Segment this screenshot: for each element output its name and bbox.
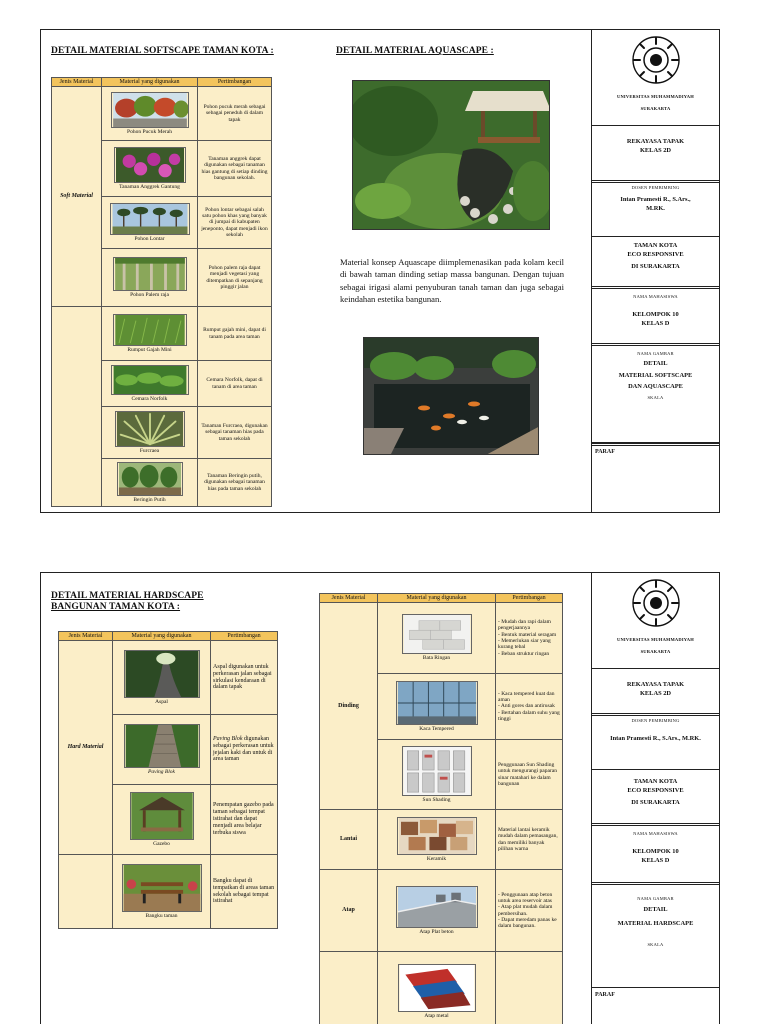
consideration-cell: - Mudah dan rapi dalam pengerjaannya - Bentuk material seragam - Memerlukan siar yang kurang tebal - Beban struktur ringan [496, 603, 563, 674]
drawing-label: NAMA GAMBAR [637, 896, 674, 901]
title-block-supervisor [592, 183, 719, 237]
consideration-cell: Penempatan gazebo pada taman sebagai tempat istirahat dan dapat menjadi area belajar terbuka siswa [211, 785, 278, 855]
paraf-label: PARAF [595, 992, 615, 998]
student-label: NAMA MAHASISWA [633, 831, 678, 836]
material-caption: Kaca Tempered [419, 725, 454, 732]
project-location: DI SURAKARTA [631, 799, 680, 807]
university-logo-icon [630, 34, 682, 86]
material-cell [378, 810, 496, 870]
sun-shading-photo-icon [402, 746, 472, 796]
title-block-project [592, 237, 719, 289]
bench-photo-icon [122, 864, 202, 912]
tempered-glass-photo-icon [396, 681, 478, 725]
consideration-cell: Pohon palem raja dapat menjadi vegetasi yang ditempatkan di sepanjang pinggir jalan [198, 249, 272, 307]
university-name: UNIVERSITAS MUHAMMADIYAH [617, 637, 694, 642]
table-header: Pertimbangan [211, 632, 278, 641]
metal-roof-photo-icon [398, 964, 476, 1012]
tree-photo-icon [111, 92, 189, 128]
university-logo-icon [630, 577, 682, 629]
category-cell: Atap [320, 870, 378, 952]
course-class: KELAS 2D [639, 689, 672, 697]
consideration-cell: Tanaman anggrek dapat digunakan sebagai tanaman hias gantung di setiap dinding bangunan sekolah. [198, 141, 272, 197]
material-cell [113, 855, 211, 929]
material-caption: Keramik [426, 855, 447, 862]
material-cell [102, 459, 198, 507]
material-caption: Cemara Norfolk [131, 395, 168, 402]
supervisor-name: Intan Pramesti R., S.Ars., [620, 196, 691, 203]
consideration-cell: Cemara Norfolk, dapat di tanam di area taman [198, 361, 272, 407]
project-subtitle: ECO RESPONSIVE [627, 786, 684, 794]
material-caption: Paving Blok [147, 768, 176, 775]
consideration-cell [496, 952, 563, 1024]
material-caption: Pohon Pucuk Merah [127, 128, 172, 135]
category-cell: Hard Material [59, 641, 113, 855]
category-cell-empty [320, 952, 378, 1024]
material-caption: Pohon Palem raja [130, 291, 169, 298]
consideration-cell: Tanaman Beringin putih, digunakan sebagai tanaman hias pada taman sekolah [198, 459, 272, 507]
title-block-university [592, 30, 719, 126]
student-label: NAMA MAHASISWA [633, 294, 678, 299]
material-cell [102, 307, 198, 361]
table-header: Pertimbangan [198, 78, 272, 87]
material-caption: Pohon Lontar [134, 235, 165, 242]
category-cell: Dinding [320, 603, 378, 810]
table-header: Material yang digunakan [102, 78, 198, 87]
paraf-label: PARAF [595, 449, 615, 455]
material-caption: Gazebo [153, 840, 170, 847]
title-block-project [592, 770, 719, 826]
material-cell [113, 785, 211, 855]
supervisor-name: Intan Pramesti R., S.Ars., M.RK. [610, 735, 701, 742]
group-class: KELAS D [641, 856, 670, 864]
project-location: DI SURAKARTA [631, 263, 680, 271]
drawing-label: NAMA GAMBAR [637, 351, 674, 356]
title-block-divider [592, 443, 719, 446]
concrete-roof-photo-icon [396, 886, 478, 928]
title-block-supervisor [592, 716, 719, 770]
university-name: UNIVERSITAS MUHAMMADIYAH [617, 94, 694, 99]
koi-pond-photo [363, 337, 539, 455]
material-caption: Bata Ringan [422, 655, 451, 662]
material-cell [102, 361, 198, 407]
drawing-name-2: MATERIAL HARDSCAPE [617, 919, 694, 927]
university-city: SURAKARTA [640, 649, 671, 654]
consideration-cell: Rumput gajah mini, dapat di tanam pada area taman [198, 307, 272, 361]
material-caption: Aspal [155, 698, 168, 705]
light-brick-photo-icon [402, 614, 472, 654]
material-caption: Atap metal [424, 1012, 449, 1019]
consideration-cell: Pohon lontar sebagai salah satu pohon khas yang banyak di jumpai di kabupaten jeneponto, dapat menjadi ikon sekolah [198, 197, 272, 249]
consideration-title: Paving Blok [213, 735, 243, 742]
scale-label: SKALA [647, 942, 664, 948]
course-name: REKAYASA TAPAK [626, 138, 685, 145]
drawing-sheet-2 [40, 572, 720, 1024]
table-header: Material yang digunakan [113, 632, 211, 641]
title-block-course [592, 129, 719, 183]
supervisor-label: DOSEN PEMBIMBING [631, 185, 680, 190]
material-caption: Beringin Putih [133, 496, 166, 503]
orchid-photo-icon [114, 147, 186, 183]
ceramic-tile-photo-icon [397, 817, 477, 855]
consideration-cell: - Penggunaan atap beton untuk area reservoir atas - Atap plat mudah dalam pembersihan. - Dapat meredam panas ke dalam bangunan. [496, 870, 563, 952]
table-header: Material yang digunakan [378, 594, 496, 603]
category-cell: Soft Material [52, 87, 102, 307]
building-material-table [319, 593, 563, 1024]
consideration-cell: Tanaman Furcraea, digunakan sebagai tanaman hias pada taman sekolah [198, 407, 272, 459]
grass-photo-icon [113, 314, 187, 346]
project-name: TAMAN KOTA [633, 778, 678, 785]
cypress-photo-icon [111, 365, 189, 395]
consideration-cell: Pohon pucuk merah sebagai sebagai peneduh di dalam tapak [198, 87, 272, 141]
title-block [591, 30, 719, 512]
table-header: Jenis Material [59, 632, 113, 641]
consideration-cell [211, 715, 278, 785]
consideration-text: digunakan sebagai perkerasan untuk jejalan kaki dan untuk di area taman [213, 735, 274, 763]
title-block-drawing [592, 888, 719, 988]
project-subtitle: ECO RESPONSIVE [627, 250, 684, 258]
course-name: REKAYASA TAPAK [626, 681, 685, 688]
aquascape-garden-photo [352, 80, 550, 230]
material-cell [378, 603, 496, 674]
material-cell [378, 740, 496, 810]
course-class: KELAS 2D [639, 146, 672, 154]
material-cell [378, 870, 496, 952]
aquascape-title: DETAIL MATERIAL AQUASCAPE : [336, 46, 494, 56]
koi-pond-icon [364, 338, 539, 455]
table-header: Jenis Material [52, 78, 102, 87]
aquascape-garden-icon [353, 81, 550, 230]
drawing-name-1: DETAIL [643, 906, 668, 913]
material-cell [113, 641, 211, 715]
hardscape-title-line2: BANGUNAN TAMAN KOTA : [51, 602, 181, 612]
furcraea-photo-icon [115, 411, 185, 447]
title-block-course [592, 672, 719, 716]
material-cell [102, 87, 198, 141]
supervisor-label: DOSEN PEMBIMBING [631, 718, 680, 723]
softscape-table [51, 77, 272, 507]
material-caption: Tanaman Anggrek Gantung [119, 183, 180, 190]
hardscape-title-line1: DETAIL MATERIAL HARDSCAPE [51, 591, 204, 601]
title-block-student [592, 829, 719, 885]
title-block [591, 573, 719, 1024]
material-caption: Rumput Gajah Mini [127, 346, 172, 353]
consideration-cell: - Kaca tempered kuat dan aman - Anti gores dan antirusak - Bertahan dalam suhu yang tinggi [496, 674, 563, 740]
title-block-university [592, 573, 719, 669]
group-class: KELAS D [641, 319, 670, 327]
scale-label: SKALA [647, 394, 664, 400]
material-caption: Atap Plat beton [419, 928, 454, 935]
table-header: Jenis Material [320, 594, 378, 603]
table-header: Pertimbangan [496, 594, 563, 603]
material-cell [102, 141, 198, 197]
royal-palm-photo-icon [113, 257, 187, 291]
consideration-cell: Penggunaan Sun Shading untuk mengurangi paparan sinar matahari ke dalam bangunan [496, 740, 563, 810]
drawing-sheet-1 [40, 29, 720, 513]
drawing-name-2: MATERIAL SOFTSCAPE [618, 371, 693, 379]
material-caption: Furcraea [139, 447, 160, 454]
ficus-photo-icon [117, 462, 183, 496]
softscape-title: DETAIL MATERIAL SOFTSCAPE TAMAN KOTA : [51, 46, 274, 56]
group-name: KELOMPOK 10 [632, 311, 679, 318]
consideration-cell: Bangku dapat di tempatkan di areas taman sekolah sebagai tempat istirahat [211, 855, 278, 929]
material-cell [113, 715, 211, 785]
category-cell: Lantai [320, 810, 378, 870]
title-block-drawing [592, 349, 719, 443]
title-block-student [592, 292, 719, 346]
consideration-cell: Material lantai keramik mudah dalam pemasangan, dan memiliki banyak pilihan warna [496, 810, 563, 870]
material-cell [378, 674, 496, 740]
palm-photo-icon [110, 203, 190, 235]
material-cell [378, 952, 496, 1024]
group-name: KELOMPOK 10 [632, 848, 679, 855]
project-name: TAMAN KOTA [633, 242, 678, 249]
drawing-name-1: DETAIL [643, 360, 668, 367]
gazebo-photo-icon [130, 792, 194, 840]
paving-photo-icon [124, 724, 200, 768]
material-cell [102, 407, 198, 459]
material-caption: Bangku taman [145, 912, 178, 919]
aquascape-description: Material konsep Aquascape diimplemenasikan pada kolam kecil di bawah taman dinding setiap massa bangunan. Dengan tujuan sebagai irigasi alami penyuburan tanah taman dan juga sebagai keindahan estetika bangunan. [340, 257, 564, 305]
asphalt-photo-icon [124, 650, 200, 698]
supervisor-title: M.RK. [646, 204, 665, 212]
hardscape-table [58, 631, 278, 929]
category-cell-empty [59, 855, 113, 929]
category-cell-empty [52, 307, 102, 507]
drawing-name-3: DAN AQUASCAPE [628, 383, 683, 391]
material-cell [102, 249, 198, 307]
consideration-cell: Aspal digunakan untuk perkerasan jalan sebagai sirkulasi kendaraan di dalam tapak [211, 641, 278, 715]
material-caption: Sun Shading [422, 796, 451, 803]
material-cell [102, 197, 198, 249]
university-city: SURAKARTA [640, 106, 671, 111]
